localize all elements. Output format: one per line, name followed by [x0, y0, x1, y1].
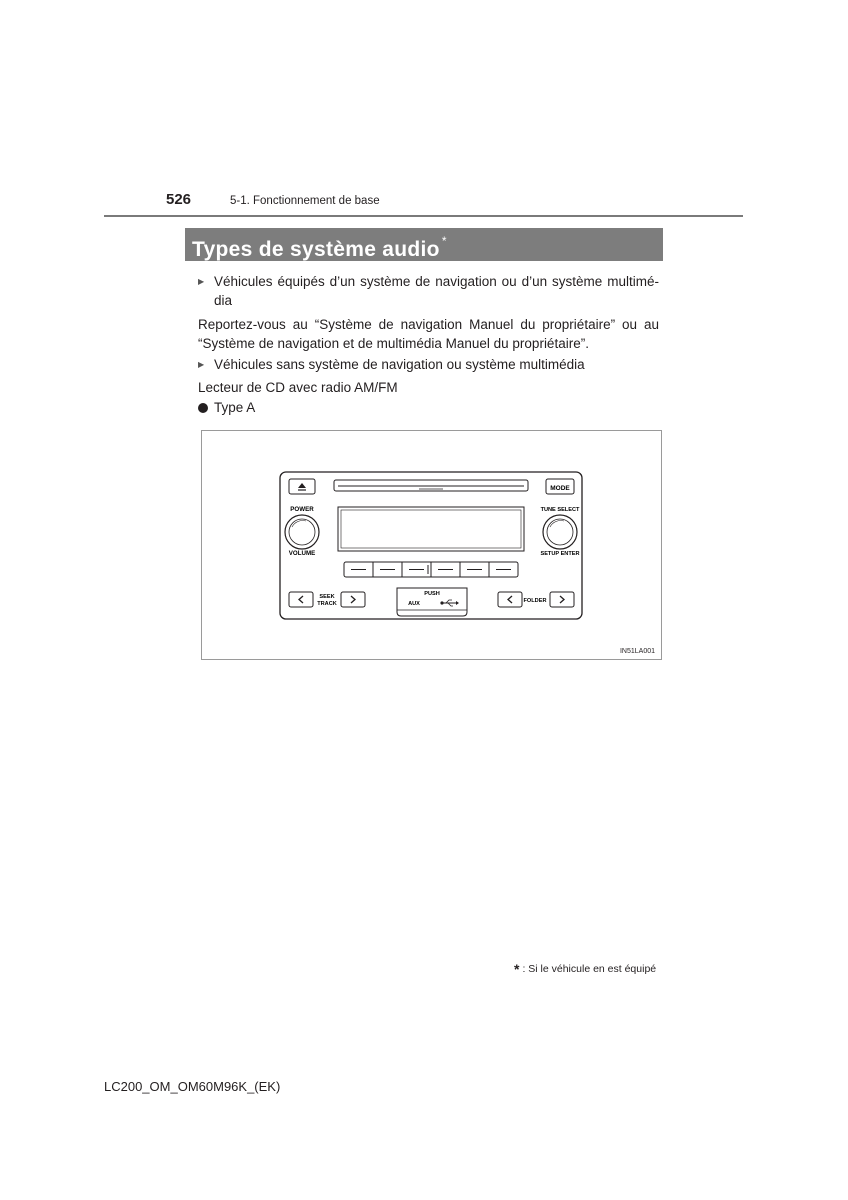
power-label: POWER	[290, 506, 314, 513]
setup-enter-label: SETUP ENTER	[540, 551, 580, 557]
folder-forward-button[interactable]	[550, 592, 574, 607]
triangle-right-icon: ▶	[198, 360, 205, 369]
folder-label: FOLDER	[523, 598, 547, 604]
volume-knob[interactable]	[285, 515, 319, 549]
seek-label: SEEK	[319, 594, 335, 600]
list-item-text: Véhicules équipés d’un système de navigation ou d’un système multimé-dia	[214, 274, 659, 308]
title-text: Types de système audio	[192, 238, 440, 261]
bullet-dot-icon	[198, 403, 208, 413]
footnote-asterisk: *	[514, 961, 520, 977]
folder-back-button[interactable]	[498, 592, 522, 607]
section-reference: 5-1. Fonctionnement de base	[230, 195, 380, 207]
list-item-no-navigation	[198, 355, 659, 374]
tune-select-label: TUNE SELECT	[540, 507, 580, 513]
volume-label: VOLUME	[288, 550, 316, 557]
mode-button[interactable]	[546, 479, 574, 494]
push-label: PUSH	[424, 591, 440, 597]
seek-back-button[interactable]	[289, 592, 313, 607]
figure-code: IN51LA001	[619, 648, 655, 655]
paragraph-cd-player: Lecteur de CD avec radio AM/FM	[198, 380, 398, 395]
track-label: TRACK	[317, 601, 337, 607]
footnote-text: : Si le véhicule en est équipé	[522, 963, 657, 975]
seek-forward-button[interactable]	[341, 592, 365, 607]
list-item-navigation-vehicles	[198, 272, 659, 310]
aux-usb-cover[interactable]	[397, 588, 467, 616]
paragraph-reference: Reportez-vous au “Système de navigation Manuel du propriétaire” ou au “Système de navigation et de multimédia Manuel du propriétaire”.	[198, 317, 659, 351]
triangle-right-icon: ▶	[198, 277, 205, 286]
audio-unit-figure	[201, 430, 662, 660]
bullet-type-a	[198, 398, 255, 417]
mode-label: MODE	[550, 485, 570, 492]
list-item-text: Véhicules sans système de navigation ou système multimédia	[214, 357, 585, 372]
aux-label: AUX	[408, 601, 420, 607]
preset-buttons[interactable]	[344, 562, 518, 577]
page-number: 526	[166, 191, 192, 208]
bullet-text: Type A	[214, 400, 256, 415]
title-asterisk: *	[441, 234, 447, 248]
tune-knob[interactable]	[543, 515, 577, 549]
audio-unit-illustration	[202, 431, 661, 659]
footnote	[514, 961, 656, 977]
section-title	[185, 228, 663, 261]
header-divider	[104, 215, 743, 217]
document-code: LC200_OM_OM60M96K_(EK)	[104, 1079, 281, 1094]
eject-button[interactable]	[289, 479, 315, 494]
